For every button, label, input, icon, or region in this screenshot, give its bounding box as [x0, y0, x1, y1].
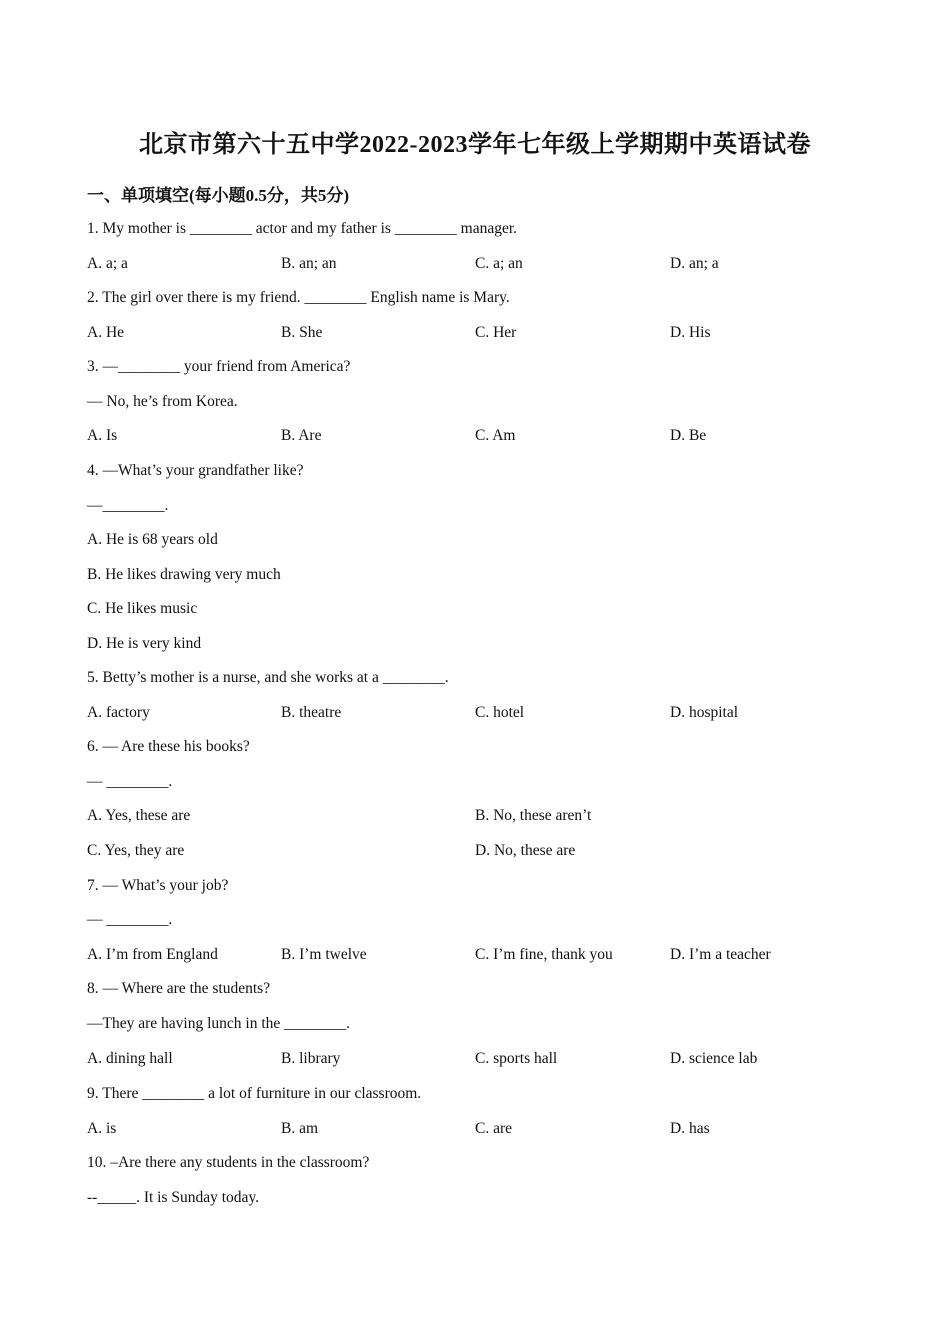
- page-title: 北京市第六十五中学2022-2023学年七年级上学期期中英语试卷: [139, 132, 811, 158]
- question-1-option-c: C. a; an: [475, 255, 523, 272]
- question-2-stem: 2. The girl over there is my friend. ________ English name is Mary.: [87, 289, 510, 306]
- question-9-stem: 9. There ________ a lot of furniture in our classroom.: [87, 1085, 422, 1102]
- question-6-option-a: A. Yes, these are: [87, 807, 191, 824]
- question-9-option-a: A. is: [87, 1120, 117, 1137]
- question-8-reply: —They are having lunch in the ________.: [87, 1015, 351, 1032]
- question-1-option-a: A. a; a: [87, 255, 128, 272]
- question-4-option-c: C. He likes music: [87, 600, 198, 617]
- question-2-option-d: D. His: [670, 324, 711, 341]
- question-3-option-d: D. Be: [670, 427, 707, 444]
- question-2-option-a: A. He: [87, 324, 125, 341]
- question-6-option-c: C. Yes, they are: [87, 842, 185, 859]
- question-3-option-b: B. Are: [281, 427, 322, 444]
- question-8-option-d: D. science lab: [670, 1050, 758, 1067]
- question-3-reply: — No, he’s from Korea.: [87, 393, 238, 410]
- question-1-option-b: B. an; an: [281, 255, 337, 272]
- question-2-option-c: C. Her: [475, 324, 517, 341]
- question-10-stem: 10. –Are there any students in the classroom?: [87, 1154, 370, 1171]
- question-3-option-c: C. Am: [475, 427, 516, 444]
- question-8-option-a: A. dining hall: [87, 1050, 173, 1067]
- question-7-reply: — ________.: [87, 911, 173, 928]
- question-7-option-c: C. I’m fine, thank you: [475, 946, 613, 963]
- question-3-stem: 3. —________ your friend from America?: [87, 358, 351, 375]
- question-6-stem: 6. — Are these his books?: [87, 738, 250, 755]
- question-1-option-d: D. an; a: [670, 255, 719, 272]
- question-8-option-c: C. sports hall: [475, 1050, 558, 1067]
- question-10-reply: --_____. It is Sunday today.: [87, 1189, 260, 1206]
- question-7-stem: 7. — What’s your job?: [87, 877, 229, 894]
- question-7-option-a: A. I’m from England: [87, 946, 218, 963]
- question-4-stem: 4. —What’s your grandfather like?: [87, 462, 304, 479]
- question-8-stem: 8. — Where are the students?: [87, 980, 271, 997]
- question-9-option-c: C. are: [475, 1120, 513, 1137]
- question-4-option-a: A. He is 68 years old: [87, 531, 218, 548]
- question-5-option-b: B. theatre: [281, 704, 342, 721]
- question-1-stem: 1. My mother is ________ actor and my father is ________ manager.: [87, 220, 518, 237]
- question-7-option-d: D. I’m a teacher: [670, 946, 771, 963]
- question-9-option-b: B. am: [281, 1120, 319, 1137]
- question-5-option-a: A. factory: [87, 704, 150, 721]
- question-2-option-b: B. She: [281, 324, 323, 341]
- question-4-reply: —________.: [87, 497, 169, 514]
- question-5-stem: 5. Betty’s mother is a nurse, and she works at a ________.: [87, 669, 449, 686]
- question-9-option-d: D. has: [670, 1120, 710, 1137]
- question-7-option-b: B. I’m twelve: [281, 946, 367, 963]
- section-heading: 一、单项填空(每小题0.5分，共5分): [87, 186, 350, 205]
- question-5-option-d: D. hospital: [670, 704, 739, 721]
- question-4-option-d: D. He is very kind: [87, 635, 202, 652]
- question-6-reply: — ________.: [87, 773, 173, 790]
- question-4-option-b: B. He likes drawing very much: [87, 566, 281, 583]
- question-8-option-b: B. library: [281, 1050, 341, 1067]
- question-3-option-a: A. Is: [87, 427, 118, 444]
- question-6-option-b: B. No, these aren’t: [475, 807, 592, 824]
- question-5-option-c: C. hotel: [475, 704, 525, 721]
- question-6-option-d: D. No, these are: [475, 842, 576, 859]
